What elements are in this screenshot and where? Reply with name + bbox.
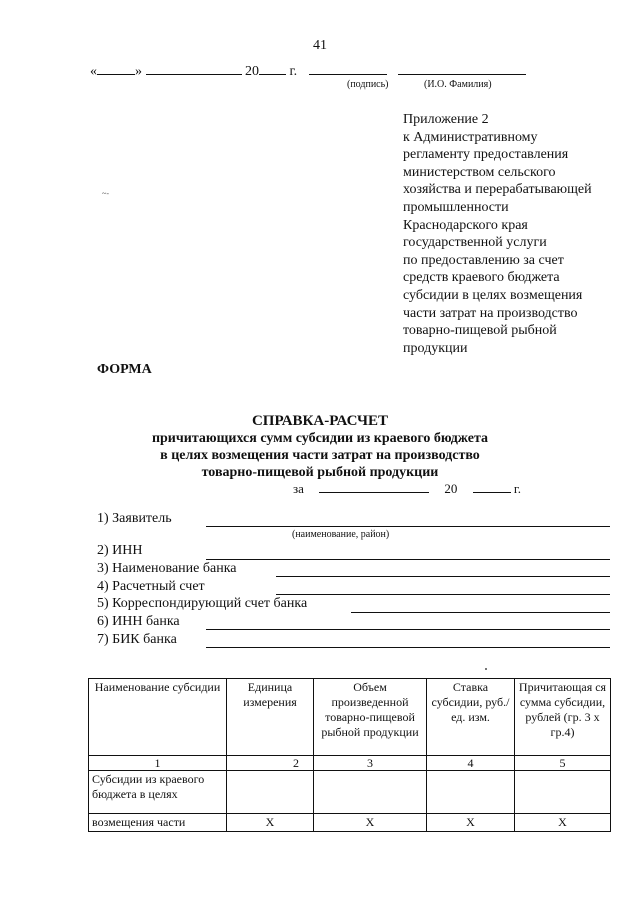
table-cell xyxy=(427,771,515,814)
field-bank-name: 3) Наименование банка xyxy=(97,561,237,576)
header-cell: Наименование субсидии xyxy=(89,679,227,756)
appendix-line: части затрат на производство xyxy=(403,305,578,321)
appendix-line: по предоставлению за счет xyxy=(403,252,564,268)
name-caption: (И.О. Фамилия) xyxy=(424,79,492,90)
table-cell: Х xyxy=(314,814,427,832)
field-corr-account: 5) Корреспондирующий счет банка xyxy=(97,596,308,611)
appendix-line: Приложение 2 xyxy=(403,112,489,127)
table-cell: возмещения части xyxy=(89,814,227,832)
table-number-row xyxy=(89,756,611,771)
period-year-blank xyxy=(473,481,511,493)
bik-line xyxy=(206,647,610,648)
signature-blank xyxy=(309,62,387,75)
applicant-hint: (наименование, район) xyxy=(292,529,390,540)
bank-inn-line xyxy=(206,629,610,630)
header-cell: Ставка субсидии, руб./ед. изм. xyxy=(427,679,515,756)
appendix-line: средств краевого бюджета xyxy=(403,270,560,286)
table-cell xyxy=(227,771,314,814)
day-blank xyxy=(97,62,135,75)
inn-line xyxy=(206,559,610,560)
scan-speck xyxy=(485,668,487,670)
appendix-line: субсидии в целях возмещения xyxy=(403,287,583,303)
appendix-line: хозяйства и перерабатывающей xyxy=(403,182,592,198)
table-cell: Х xyxy=(427,814,515,832)
header-cell: Единица измерения xyxy=(227,679,314,756)
number-cell: 2 xyxy=(227,756,314,771)
appendix-block xyxy=(403,111,618,357)
table-cell: Х xyxy=(515,814,611,832)
field-applicant: 1) Заявитель xyxy=(97,511,172,526)
title-line-2: в целях возмещения части затрат на производство xyxy=(160,448,480,463)
field-inn: 2) ИНН xyxy=(97,543,143,558)
table-cell xyxy=(515,771,611,814)
number-cell: 5 xyxy=(515,756,611,771)
appendix-line: продукции xyxy=(403,340,468,356)
name-blank xyxy=(398,62,526,75)
appendix-line: Краснодарского края xyxy=(403,217,528,233)
document-title: СПРАВКА-РАСЧЕТ xyxy=(251,413,389,429)
table-cell xyxy=(314,771,427,814)
account-line xyxy=(276,594,610,595)
corr-account-line xyxy=(351,612,610,613)
form-label: ФОРМА xyxy=(97,362,152,377)
number-cell: 4 xyxy=(427,756,515,771)
table-row xyxy=(89,814,611,832)
title-line-1: причитающихся сумм субсидии из краевого бюджета xyxy=(151,431,489,446)
close-quote: » xyxy=(135,64,142,79)
open-quote: « xyxy=(90,64,97,79)
period-line xyxy=(293,481,521,497)
number-cell: 1 xyxy=(89,756,227,771)
table-row xyxy=(89,771,611,814)
appendix-line: государственной услуги xyxy=(403,235,547,251)
year-blank xyxy=(259,62,286,75)
field-bik: 7) БИК банка xyxy=(97,632,177,647)
period-year-prefix: 20 xyxy=(444,481,458,496)
title-line-3: товарно-пищевой рыбной продукции xyxy=(201,465,439,480)
subsidy-table xyxy=(88,678,611,832)
margin-mark: ~- xyxy=(102,189,109,198)
table-cell: Субсидии из краевого бюджета в целях xyxy=(89,771,227,814)
applicant-line xyxy=(206,526,610,527)
field-account: 4) Расчетный счет xyxy=(97,579,205,594)
number-cell: 3 xyxy=(314,756,427,771)
page-number: 41 xyxy=(313,38,327,53)
appendix-line: министерством сельского xyxy=(403,164,556,180)
period-prefix: за xyxy=(293,481,304,496)
table-cell: Х xyxy=(227,814,314,832)
appendix-line: регламенту предоставления xyxy=(403,147,569,163)
field-bank-inn: 6) ИНН банка xyxy=(97,614,180,629)
appendix-line: к Административному xyxy=(403,129,538,145)
header-cell: Объем произведенной товарно-пищевой рыбной продукции xyxy=(314,679,427,756)
month-blank xyxy=(146,62,242,75)
appendix-line: промышленности xyxy=(403,199,509,215)
period-year-suffix: г. xyxy=(513,481,522,496)
appendix-line: товарно-пищевой рыбной xyxy=(403,323,557,339)
signature-caption: (подпись) xyxy=(347,79,389,90)
bank-name-line xyxy=(276,576,610,577)
period-blank xyxy=(319,481,429,493)
year-suffix: г. xyxy=(289,64,298,79)
header-cell: Причитающая ся сумма субсидии, рублей (гр. 3 х гр.4) xyxy=(515,679,611,756)
signature-date-line xyxy=(90,62,526,80)
table-header-row xyxy=(89,679,611,756)
year-prefix: 20 xyxy=(245,64,259,79)
